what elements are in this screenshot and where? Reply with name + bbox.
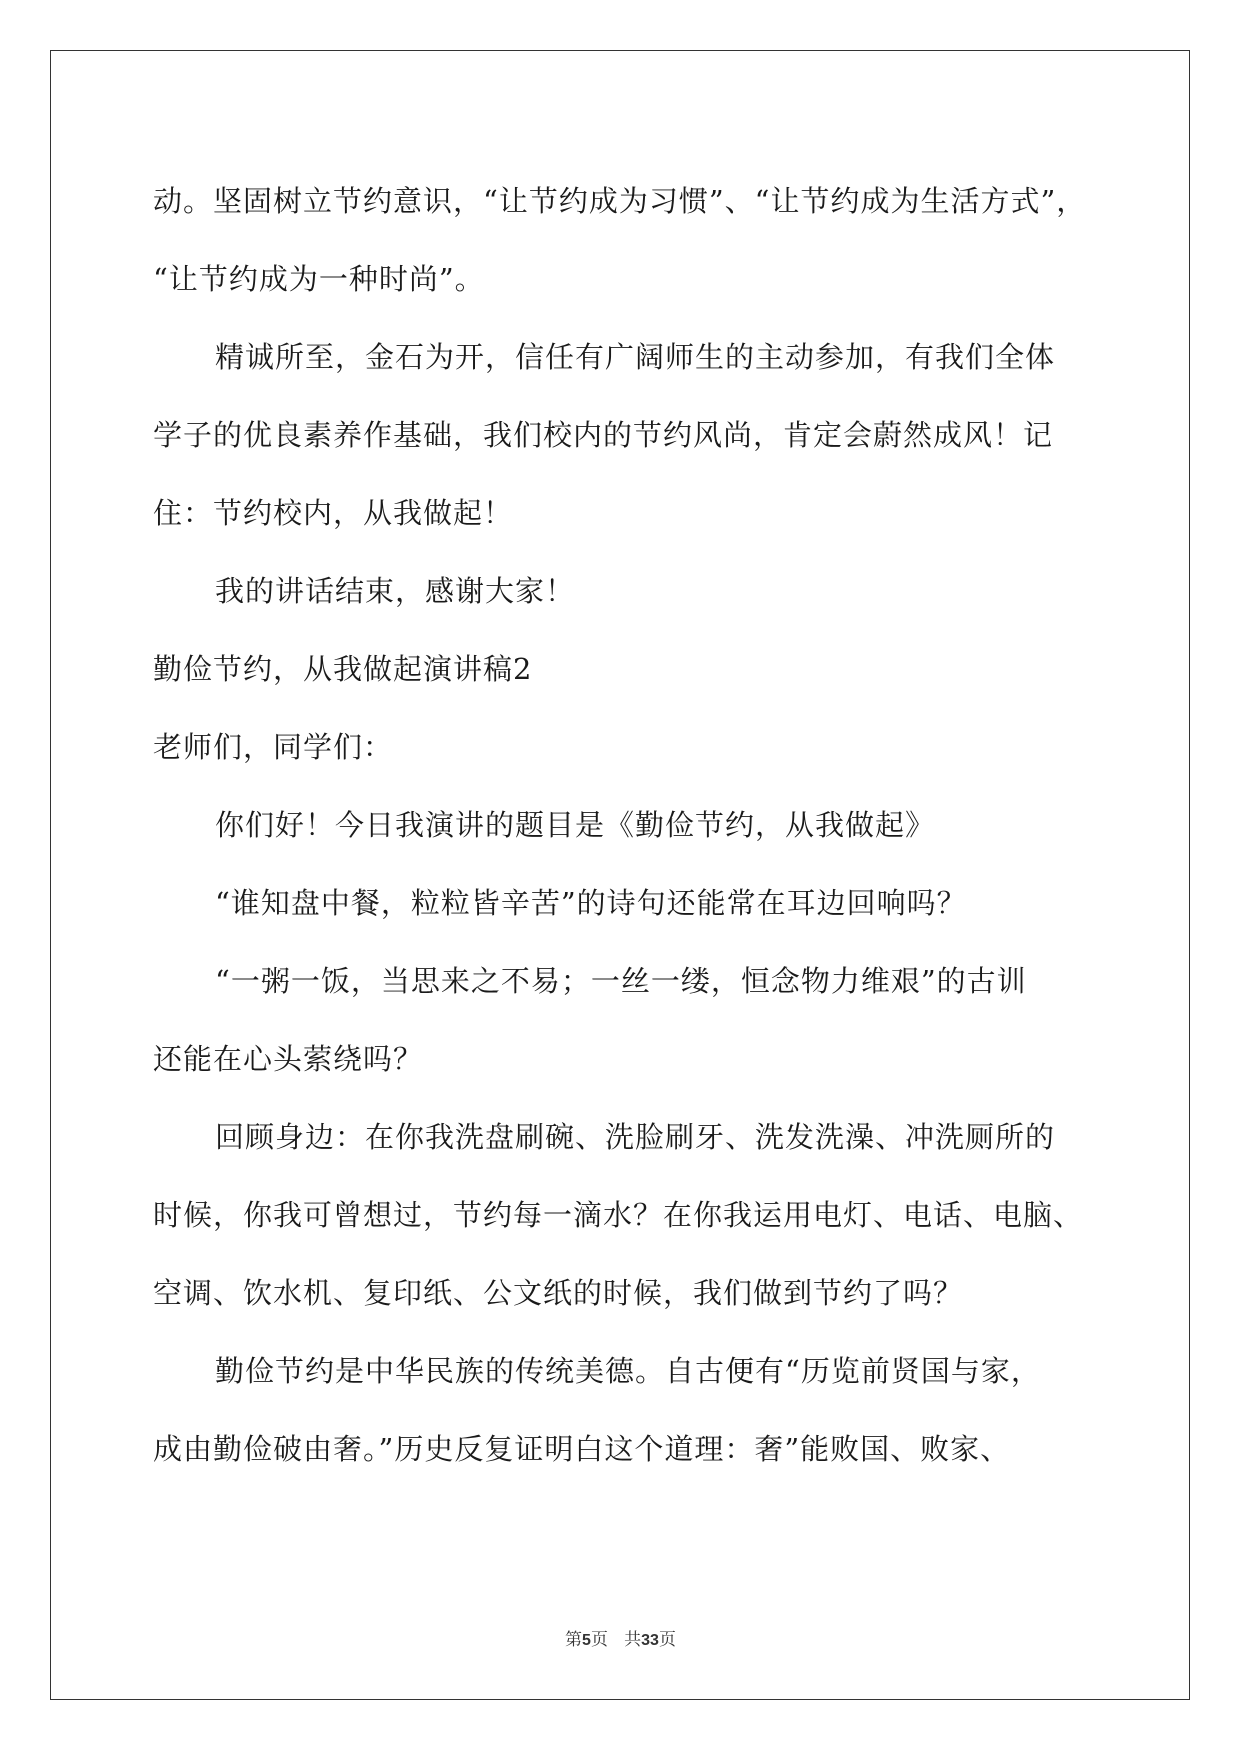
paragraph-start: “谁知盘中餐，粒粒皆辛苦”的诗句还能常在耳边回响吗？: [215, 886, 967, 920]
text-line: 时候，你我可曾想过，节约每一滴水？在你我运用电灯、电话、电脑、: [153, 1198, 1084, 1232]
document-body: [153, 162, 1133, 1488]
text-line: “让节约成为一种时尚”。: [153, 262, 485, 296]
section-heading: 勤俭节约，从我做起演讲稿2: [153, 652, 533, 686]
text-line: 成由勤俭破由奢。”历史反复证明白这个道理：奢”能败国、败家、: [153, 1432, 1011, 1466]
page-prefix: 第: [565, 1630, 583, 1650]
text-line: 住：节约校内，从我做起！: [153, 496, 514, 530]
salutation: 老师们，同学们：: [153, 730, 394, 764]
total-suffix: 页: [658, 1630, 676, 1650]
paragraph-start: 精诚所至，金石为开，信任有广阔师生的主动参加，有我们全体: [215, 340, 1056, 374]
text-line: 还能在心头萦绕吗？: [153, 1042, 424, 1076]
paragraph-start: 我的讲话结束，感谢大家！: [215, 574, 576, 608]
page-suffix: 页: [590, 1630, 608, 1650]
total-prefix: 共: [624, 1630, 642, 1650]
page-footer: [0, 1625, 1241, 1650]
paragraph-start: 勤俭节约是中华民族的传统美德。自古便有“历览前贤国与家，: [215, 1354, 1041, 1388]
text-line: 动。坚固树立节约意识，“让节约成为习惯”、“让节约成为生活方式”，: [153, 184, 1087, 218]
total-pages: 33: [641, 1632, 659, 1649]
paragraph-start: 你们好！今日我演讲的题目是《勤俭节约，从我做起》: [215, 808, 936, 842]
text-line: 学子的优良素养作基础，我们校内的节约风尚，肯定会蔚然成风！记: [153, 418, 1054, 452]
paragraph-start: “一粥一饭，当思来之不易；一丝一缕，恒念物力维艰”的古训: [215, 964, 1027, 998]
page-number: 5: [582, 1632, 591, 1649]
paragraph-start: 回顾身边：在你我洗盘刷碗、洗脸刷牙、洗发洗澡、冲洗厕所的: [215, 1120, 1056, 1154]
text-line: 空调、饮水机、复印纸、公文纸的时候，我们做到节约了吗？: [153, 1276, 964, 1310]
